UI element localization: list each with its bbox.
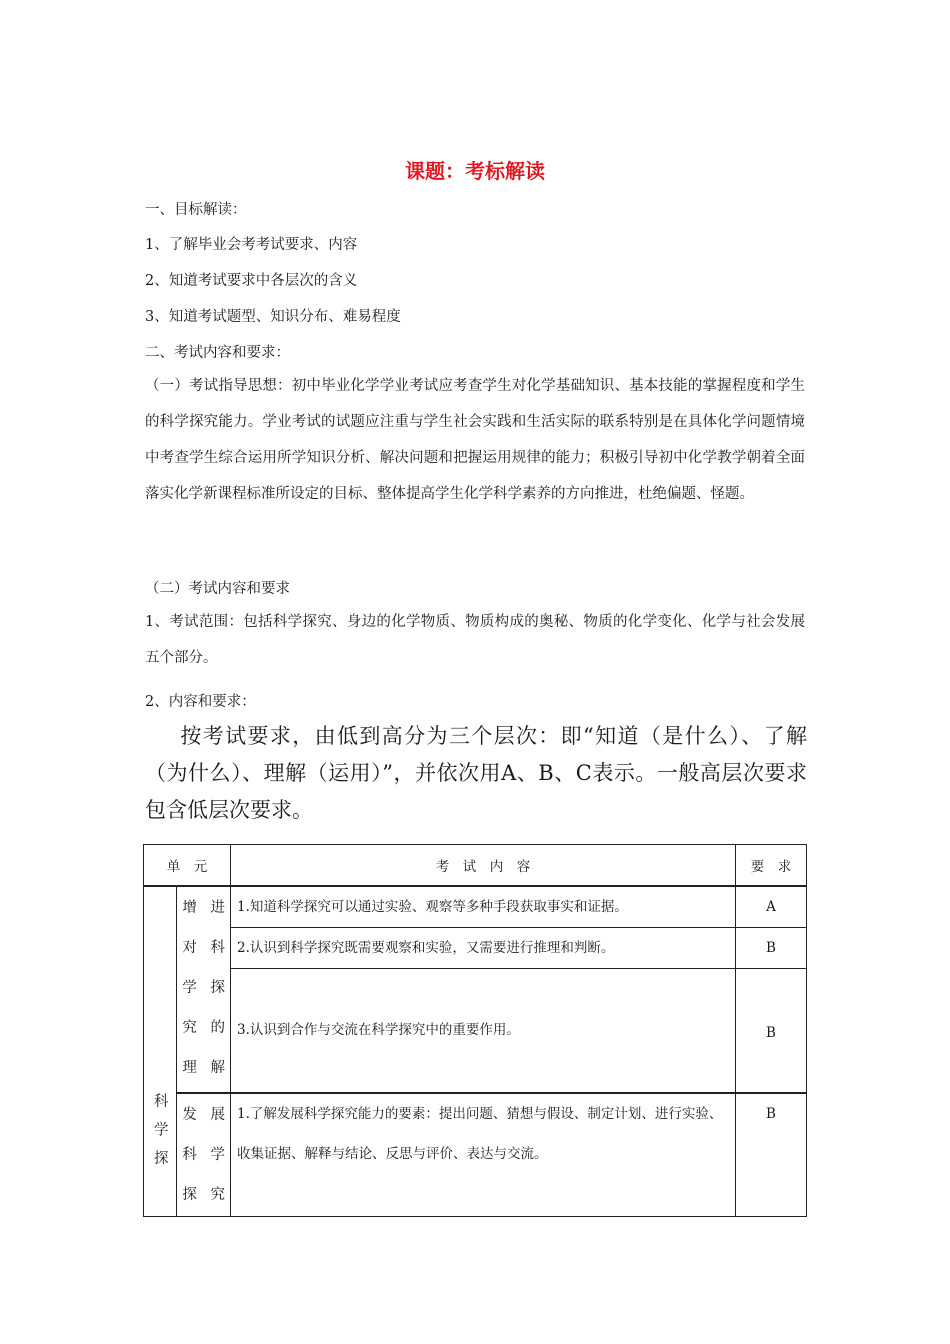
subunit-label-2: 发展科学探究 <box>182 1106 225 1203</box>
goal-item-3: 3、知道考试题型、知识分布、难易程度 <box>145 309 401 325</box>
goal-item-1: 1、了解毕业会考考试要求、内容 <box>145 237 358 253</box>
content-cell: 1.了解发展科学探究能力的要素：提出问题、猜想与假设、制定计划、进行实验、收集证据、解释与结论、反思与评价、表达与交流。 <box>231 1093 736 1217</box>
levels-paragraph <box>145 718 807 829</box>
section-heading-goals: 一、目标解读： <box>145 202 247 218</box>
page-title: 课题：考标解读 <box>405 159 545 183</box>
header-requirement: 要 求 <box>736 845 807 887</box>
content-cell: 2.认识到科学探究既需要观察和实验，又需要进行推理和判断。 <box>231 928 736 969</box>
table-header-row <box>144 845 807 887</box>
requirement-cell: B <box>736 928 807 969</box>
header-content: 考 试 内 容 <box>231 845 736 887</box>
table-row <box>144 1093 807 1217</box>
goal-item-2: 2、知道考试要求中各层次的含义 <box>145 273 358 289</box>
requirement-cell: A <box>736 886 807 928</box>
table-row <box>144 928 807 969</box>
subunit-cell-1 <box>177 886 231 1093</box>
requirements-table <box>143 844 807 1217</box>
content-requirements-heading: 2、内容和要求： <box>145 694 256 710</box>
content-cell: 3.认识到合作与交流在科学探究中的重要作用。 <box>231 969 736 1093</box>
exam-scope-paragraph: 1、考试范围：包括科学探究、身边的化学物质、物质构成的奥秘、物质的化学变化、化学与社会发展五个部分。 <box>145 614 805 666</box>
unit-label: 科学探 <box>151 1093 168 1179</box>
header-unit: 单 元 <box>144 845 231 887</box>
table-row <box>144 969 807 1093</box>
requirement-cell: B <box>736 969 807 1093</box>
subunit-cell-2 <box>177 1093 231 1217</box>
guiding-principle-paragraph: （一）考试指导思想：初中毕业化学学业考试应考查学生对化学基础知识、基本技能的掌握程度和学生的科学探究能力。学业考试的试题应注重与学生社会实践和生活实际的联系特别是在具体化学问题情境中考查学生综合运用所学知识分析、解决问题和把握运用规律的能力；积极引导初中化学教学朝着全面落实化学新课程标准所设定的目标、整体提高学生化学科学素养的方向推进，杜绝偏题、怪题。 <box>145 378 805 502</box>
subsection-heading: （二）考试内容和要求 <box>145 581 290 597</box>
section-heading-content: 二、考试内容和要求： <box>145 345 290 361</box>
content-cell: 1.知道科学探究可以通过实验、观察等多种手段获取事实和证据。 <box>231 886 736 928</box>
table-row <box>144 886 807 928</box>
subunit-label-1: 增进对科学探究的理解 <box>182 900 225 1076</box>
levels-text: 按考试要求，由低到高分为三个层次：即“知道（是什么）、了解（为什么）、理解（运用）”，并依次用A、B、C表示。一般高层次要求包含低层次要求。 <box>145 724 807 822</box>
unit-cell <box>144 886 177 1216</box>
requirement-cell: B <box>736 1093 807 1217</box>
